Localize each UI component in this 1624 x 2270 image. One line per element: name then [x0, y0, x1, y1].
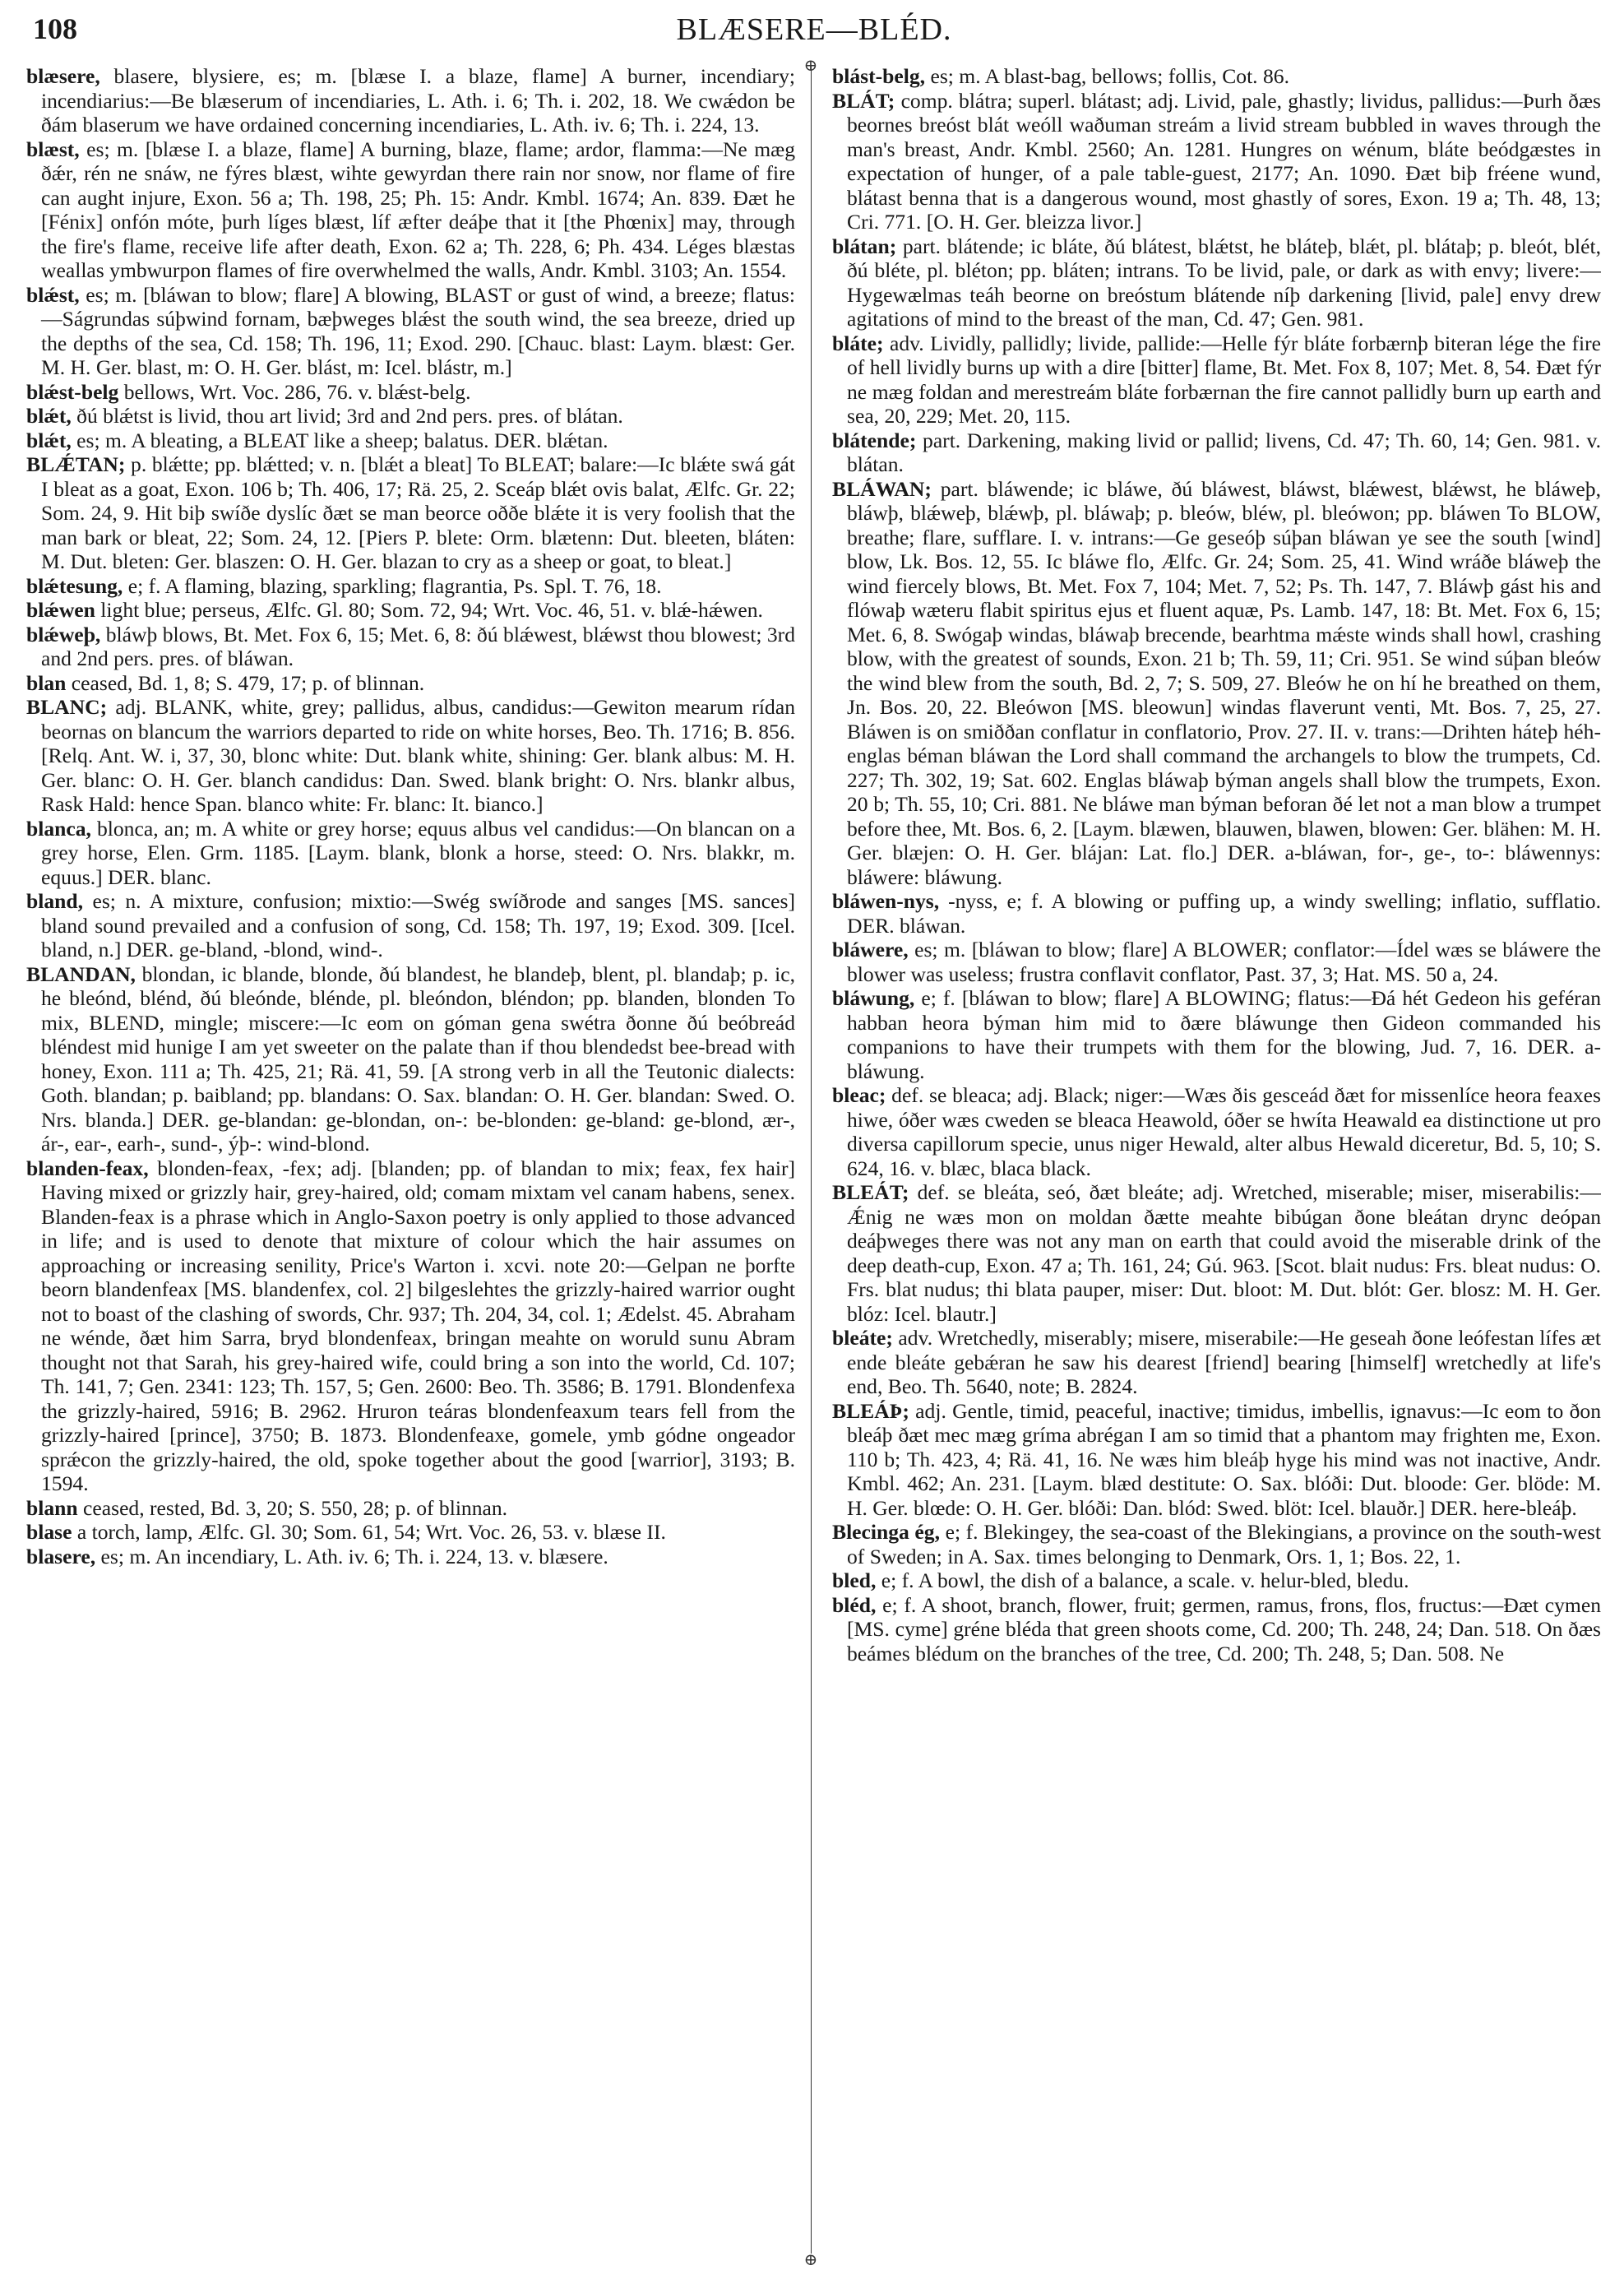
headword: blæst,	[26, 137, 80, 161]
page-header	[33, 7, 1595, 48]
definition-text: comp. blátra; superl. blátast; adj. Livid, pale, ghastly; lividus, pallidus:—Þurh ðæs beornes breóst blát weóll waðuman streám a livid stream bubbled in waves through the man's breast, Andr. Kmbl. 2560; An. 1281. Hungres on wénum, bláte beódgæstes in expectation of hunger, of a pale table-guest, 2177; An. 1090. Ðæt biþ fréene wund, blátast benna that is a dangerous wound, most ghastly of sores, Exon. 19 a; Th. 48, 13; Cri. 771. [O. H. Ger. bleizza livor.]	[847, 88, 1601, 234]
headword: bléd,	[832, 1592, 877, 1617]
definition-text: e; f. A bowl, the dish of a balance, a scale. v. helur-bled, bledu.	[876, 1568, 1409, 1592]
definition-text: e; f. A flaming, blazing, sparkling; flagrantia, Ps. Spl. T. 76, 18.	[123, 573, 662, 598]
definition-text: def. se bleaca; adj. Black; niger:—Wæs ðis gesceád ðæt for missenlíce heora feaxes hiwe, óðer wæs cweden se bleaca Heawold, óðer se hwíta Heawald ea distinctione ut pro diversa capillorum specie, unus niger Hewald, alter albus Hewald diceretur, Bd. 5, 10; S. 624, 16. v. blæc, blaca black.	[847, 1083, 1601, 1180]
definition-text: adv. Wretchedly, miserably; misere, miserabile:—He geseah ðone leófestan lífes æt ende bleáte gebǽran he saw his dearest [friend] bearing [himself] wretchedly at life's end, Beo. Th. 5640, note; B. 2824.	[847, 1326, 1601, 1398]
dictionary-entry	[832, 1568, 1601, 1593]
definition-text: blasere, blysiere, es; m. [blæse I. a blaze, flame] A burner, incendiary; incendiarius:—Be blæserum of incendiaries, L. Ath. i. 6; Th. i. 202, 18. We cwǽdon be ðám blaserum we have ordained concerning incendiaries, L. Ath. iv. 6; Th. i. 224, 13.	[41, 64, 795, 137]
definition-text: p. blǽtte; pp. blǽtted; v. n. [blǽt a bleat] To BLEAT; balare:—Ic blǽte swá gát I bleat as a goat, Exon. 106 b; Th. 406, 17; Rä. 25, 2. Sceáp blǽt ovis balat, Ælfc. Gr. 22; Som. 24, 9. Hit biþ swíðe dyslíc ðæt se man beorce oððe blǽte it is very foolish that the man bark or bleat, 22; Som. 24, 12. [Piers P. blete: Orm. blætenn: Dut. bleeten, bláten: M. Dut. bleten: Ger. blaszen: O. H. Ger. blazan to cry as a sheep or goat, to bleat.]	[41, 452, 795, 573]
definition-text: e; f. Blekingey, the sea-coast of the Blekingians, a province on the south-west of Sweden; in A. Sax. times belonging to Denmark, Ors. 1, 1; Bos. 22, 1.	[847, 1520, 1601, 1568]
dictionary-entry	[832, 1326, 1601, 1399]
running-title: BLÆSERE—BLÉD.	[676, 12, 952, 47]
headword: BLÁWAN;	[832, 476, 932, 501]
dictionary-entry	[26, 404, 795, 429]
headword: bláwen-nys,	[832, 889, 940, 913]
headword: BLANDAN,	[26, 961, 136, 986]
right-column	[832, 64, 1601, 2260]
dictionary-entry	[26, 429, 795, 453]
dictionary-entry	[26, 452, 795, 574]
headword: bleac;	[832, 1083, 886, 1107]
dictionary-entry	[26, 1520, 795, 1545]
dictionary-entry	[26, 671, 795, 696]
definition-text: light blue; perseus, Ælfc. Gl. 80; Som. 72, 94; Wrt. Voc. 46, 51. v. blǽ-hǽwen.	[95, 598, 763, 622]
definition-text: es; m. A bleating, a BLEAT like a sheep; balatus. DER. blǽtan.	[71, 428, 608, 452]
definition-text: es; m. A blast-bag, bellows; follis, Cot. 86.	[925, 64, 1289, 88]
headword: blǽst-belg	[26, 379, 119, 404]
definition-text: es; m. [bláwan to blow; flare] A blowing, BLAST or gust of wind, a breeze; flatus:—Ságrundas súþwind fornam, bæþweges blǽst the south wind, the sea breeze, dried up the depths of the sea, Cd. 158; Th. 196, 11; Exod. 290. [Chauc. blast: Laym. blæst: Ger. M. H. Ger. blast, m: O. H. Ger. blást, m: Icel. blástr, m.]	[41, 282, 795, 379]
definition-text: e; f. [bláwan to blow; flare] A BLOWING; flatus:—Ðá hét Gedeon his geféran habban heora býman him mid to ðære bláwunge then Gideon commanded his companions to have their trumpets with them for the blowing, Jud. 7, 16. DER. a-bláwung.	[847, 986, 1601, 1083]
ornament-bottom-icon: ⊕	[803, 2251, 818, 2269]
dictionary-entry	[832, 331, 1601, 429]
dictionary-entry	[832, 1083, 1601, 1180]
left-column	[26, 64, 795, 2260]
headword: blǽtesung,	[26, 573, 123, 598]
headword: blæsere,	[26, 64, 100, 88]
definition-text: ceased, rested, Bd. 3, 20; S. 550, 28; p. of blinnan.	[77, 1495, 508, 1520]
definition-text: bláwþ blows, Bt. Met. Fox 6, 15; Met. 6, 8: ðú blǽwest, blǽwst thou blowest; 3rd and 2nd pers. pres. of bláwan.	[41, 622, 795, 670]
dictionary-entry	[26, 889, 795, 962]
headword: blást-belg,	[832, 64, 926, 88]
headword: Blecinga ég,	[832, 1520, 940, 1544]
headword: blátende;	[832, 428, 917, 452]
definition-text: ðú blǽtst is livid, thou art livid; 3rd and 2nd pers. pres. of blátan.	[71, 404, 623, 428]
dictionary-entry	[832, 89, 1601, 234]
dictionary-entry	[26, 380, 795, 405]
definition-text: adj. BLANK, white, grey; pallidus, albus, candidus:—Gewiton mearum rídan beornas on blancum the warriors departed to ride on white horses, Beo. Th. 1716; B. 856. [Relq. Ant. W. i, 37, 30, blonc white: Dut. blank white, shining: Ger. blank albus: M. H. Ger. blanc: O. H. Ger. blanch candidus: Dan. Swed. blank bright: O. Nrs. blankr albus, Rask Hald: hence Span. blanco white: Fr. blanc: It. bianco.]	[41, 695, 795, 816]
definition-text: blonca, an; m. A white or grey horse; equus albus vel candidus:—On blancan on a grey horse, Elen. Grm. 1185. [Laym. blank, blonk a horse, steed: O. Nrs. blakkr, m. equus.] DER. blanc.	[41, 816, 795, 889]
headword: blǽt,	[26, 428, 72, 452]
headword: blǽst,	[26, 282, 80, 307]
headword: BLEÁÞ;	[832, 1398, 909, 1423]
dictionary-entry	[832, 938, 1601, 986]
definition-text: e; f. A shoot, branch, flower, fruit; germen, ramus, frons, flos, fructus:—Ðæt cymen [MS. cyme] gréne bléda that green shoots come, Cd. 200; Th. 248, 24; Dan. 518. On ðæs beámes blédum on the branches of the tree, Cd. 200; Th. 248, 5; Dan. 508. Ne	[847, 1592, 1601, 1665]
headword: blanden-feax,	[26, 1156, 149, 1180]
definition-text: bellows, Wrt. Voc. 286, 76. v. blǽst-belg.	[118, 379, 471, 404]
headword: bláwere,	[832, 938, 909, 961]
page-number: 108	[33, 12, 77, 45]
dictionary-entry	[832, 1399, 1601, 1521]
dictionary-entry	[26, 137, 795, 283]
dictionary-entry	[26, 695, 795, 817]
dictionary-entry	[26, 962, 795, 1156]
dictionary-entry	[832, 234, 1601, 331]
ornament-top-icon: ⊕	[803, 57, 818, 75]
dictionary-entry	[832, 1520, 1601, 1568]
headword: blann	[26, 1495, 78, 1520]
dictionary-entry	[26, 1496, 795, 1521]
definition-text: es; n. A mixture, confusion; mixtio:—Swég swíðrode and sanges [MS. sances] bland sound prevailed and a confusion of song, Cd. 158; Th. 197, 19; Exod. 309. [Icel. bland, n.] DER. ge-bland, -blond, wind-.	[41, 889, 795, 961]
definition-text: blonden-feax, -fex; adj. [blanden; pp. of blandan to mix; feax, fex hair] Having mixed or grizzly hair, grey-haired, old; comam mixtam vel canam habens, senex. Blanden-feax is a phrase which in Anglo-Saxon poetry is only applied to those advanced in life; and is used to denote that mixture of colour which the hair assumes on approaching or increasing senility, Price's Warton i. xcvi. note 20:—Gelpan ne þorfte beorn blandenfeax [MS. blandenfex, col. 2] bilgeslehtes the grizzly-haired warrior ought not to boast of the clashing of swords, Chr. 937; Th. 204, 34, col. 1; Ædelst. 45. Abraham ne wénde, ðæt him Sarra, bryd blondenfeax, bringan meahte on woruld sunu Abram thought not that Sarah, his grey-haired wife, could bring a son into the world, Cd. 107; Th. 141, 7; Gen. 2341: 123; Th. 157, 5; Gen. 2600: Beo. Th. 3586; B. 1791. Blondenfexa the grizzly-haired, 5916; B. 2962. Hruron teáras blondenfeaxum tears fell from the grizzly-haired [prince], 3750; B. 1873. Blondenfeaxe, gomele, ymb gódne ongeador sprǽcon the grizzly-haired, the old, spoke together about the good [warrior], 3193; B. 1594.	[41, 1156, 795, 1495]
headword: bled,	[832, 1568, 877, 1592]
dictionary-entry	[832, 429, 1601, 477]
headword: blasere,	[26, 1544, 96, 1568]
headword: blǽt,	[26, 404, 72, 428]
dictionary-entry	[26, 283, 795, 380]
headword: BLǼTAN;	[26, 452, 126, 476]
dictionary-entry	[832, 1593, 1601, 1666]
definition-text: part. Darkening, making livid or pallid; livens, Cd. 47; Th. 60, 14; Gen. 981. v. blátan.	[847, 428, 1601, 476]
definition-text: es; m. [blæse I. a blaze, flame] A burning, blaze, flame; ardor, flamma:—Ne mæg ðǽr, rén ne snáw, ne fýres blæst, wihte gewyrdan there rain nor snow, nor flame of fire can aught injure, Exon. 56 a; Th. 198, 25; Ph. 15: Andr. Kmbl. 1674; An. 839. Ðæt he [Fénix] onfón móte, þurh líges blæst, líf æfter deáþe that it [the Phœnix] may, through the fire's flame, receive life after death, Exon. 62 a; Th. 228, 6; Ph. 434. Léges blæstas weallas ymbwurpon flames of fire overwhelmed the walls, Andr. Kmbl. 3103; An. 1554.	[41, 137, 795, 282]
definition-text: blondan, ic blande, blonde, ðú blandest, he blandeþ, blent, pl. blandaþ; p. ic, he bleónd, blénd, ðú bleónde, blénde, pl. bleóndon, bléndon; pp. blanden, blonden To mix, BLEND, mingle; miscere:—Ic eom on góman gena swétra ðonne ðú beóbreád bléndest mid hunige I am yet sweeter on the palate than if thou blendedst bee-bread with honey, Exon. 111 a; Th. 425, 21; Rä. 41, 59. [A strong verb in all the Teutonic dialects: Goth. blandan; p. baibland; pp. blandans: O. Sax. blandan: O. H. Ger. blandan: Swed. O. Nrs. blanda.] DER. ge-blandan: ge-blondan, on-: be-blonden: ge-bland: ge-blond, ær-, ár-, ear-, earh-, sund-, ýþ-: wind-blond.	[41, 961, 795, 1156]
definition-text: es; m. [bláwan to blow; flare] A BLOWER; conflator:—Ídel wæs se bláwere the blower was useless; frustra conflavit conflator, Past. 37, 3; Hat. MS. 50 a, 24.	[847, 938, 1601, 986]
headword: blǽweþ,	[26, 622, 101, 646]
dictionary-entry	[832, 1180, 1601, 1326]
dictionary-entry	[26, 1545, 795, 1569]
definition-text: adj. Gentle, timid, peaceful, inactive; timidus, imbellis, ignavus:—Ic eom to ðon bleáþ ðæt mec mæg gríma abrégan I am so timid that a phantom may frighten me, Exon. 110 b; Th. 423, 4; Rä. 41, 16. Ne wæs him bleáþ hyge his mind was not inactive, Andr. Kmbl. 462; An. 231. [Laym. blæd destitute: O. Sax. blóði: Dut. bloode: Ger. blöde: M. H. Ger. blœde: O. H. Ger. blóði: Dan. blód: Swed. blöt: Icel. blauðr.] DER. here-bleáþ.	[847, 1398, 1601, 1520]
definition-text: part. bláwende; ic bláwe, ðú bláwest, bláwst, blǽwest, blǽwst, he bláweþ, bláwþ, blǽweþ, blǽwþ, pl. bláwaþ; p. bleów, bléw, pl. bleówon; pp. bláwen To BLOW, breathe; flare, sufflare. I. v. intrans:—Ge geseóþ súþan bláwan ye see the south [wind] blow, Lk. Bos. 12, 55. Ic bláwe flo, Ælfc. Gr. 24; Som. 25, 41. Wind wráðe bláweþ the wind fiercely blows, Bt. Met. Fox 7, 104; Met. 7, 52; Ps. Th. 147, 7. Bláwþ gást his and flówaþ wæteru flabit spiritus ejus et fluent aquæ, Ps. Lamb. 147, 18: Bt. Met. Fox 6, 15; Met. 6, 8. Swógaþ windas, bláwaþ brecende, bearhtma mǽste winds shall howl, crashing blow, with the greatest of sounds, Exon. 21 b; Th. 59, 11; Cri. 951. Se wind súþan bleów the wind blew from the south, Bd. 2, 7; S. 509, 27. Bleów he on hí he breathed on them, Jn. Bos. 20, 22. Bleówon [MS. bleowun] windas flaverunt venti, Mt. Bos. 7, 25, 27. Bláwen is on smiððan conflatur in conflatorio, Prov. 27. II. v. trans:—Drihten háteþ héh-englas béman bláwan the Lord shall command the archangels to blow the trumpets, Cd. 227; Th. 302, 19; Sat. 602. Englas bláwaþ býman angels shall blow the trumpets, Exon. 20 b; Th. 55, 10; Cri. 881. Ne bláwe man býman beforan ðé let not a man blow a trumpet before thee, Mt. Bos. 6, 2. [Laym. blæwen, blauwen, blawen, blowen: Ger. blähen: M. H. Ger. blæjen: O. H. Ger. blájan: Lat. flo.] DER. a-bláwan, for-, ge-, to-: bláwennys: bláwere: bláwung.	[847, 476, 1601, 889]
headword: bleáte;	[832, 1326, 893, 1350]
headword: bláte;	[832, 331, 884, 355]
dictionary-entry	[832, 64, 1601, 89]
definition-text: ceased, Bd. 1, 8; S. 479, 17; p. of blinnan.	[66, 670, 425, 695]
dictionary-entry	[832, 477, 1601, 890]
headword: bláwung,	[832, 986, 915, 1010]
dictionary-entry	[832, 889, 1601, 938]
headword: blase	[26, 1520, 72, 1544]
headword: blátan;	[832, 234, 897, 258]
headword: BLANC;	[26, 695, 108, 719]
headword: blanca,	[26, 816, 91, 841]
dictionary-entry	[26, 817, 795, 890]
definition-text: a torch, lamp, Ælfc. Gl. 30; Som. 61, 54; Wrt. Voc. 26, 53. v. blæse II.	[72, 1520, 666, 1544]
definition-text: part. blátende; ic bláte, ðú blátest, blǽtst, he bláteþ, blǽt, pl. blátaþ; p. bleót, blét, ðú bléte, pl. bléton; pp. bláten; intrans. To be livid, pale, or dark as with envy; livere:—Hygewælmas teáh beorne on breóstum blátende níþ darkening [livid, pale] envy drew agitations of mind to the breast of the man, Cd. 47; Gen. 981.	[847, 234, 1601, 331]
headword: bland,	[26, 889, 84, 913]
definition-text: def. se bleáta, seó, ðæt bleáte; adj. Wretched, miserable; miser, miserabilis:—Ǽnig ne wæs mon on moldan ðætte meahte bibúgan ðone bleátan drync deópan deáþweges there was not any man on earth that could avoid the miserable drink of the deep death-cup, Exon. 47 a; Th. 161, 24; Gú. 963. [Scot. blait nudus: Frs. bleat nudus: O. Frs. blat nudus; thi blata pauper, miser: Dut. bloot: M. Dut. blót: Ger. blosz: M. H. Ger. blóz: Icel. blautr.]	[847, 1180, 1601, 1326]
headword: BLÁT;	[832, 88, 895, 113]
headword: blǽwen	[26, 598, 95, 622]
dictionary-entry	[26, 1156, 795, 1496]
dictionary-entry	[26, 598, 795, 623]
headword: BLEÁT;	[832, 1180, 909, 1204]
dictionary-entry	[26, 623, 795, 671]
dictionary-entry	[26, 574, 795, 599]
definition-text: -nyss, e; f. A blowing or puffing up, a windy swelling; inflatio, sufflatio. DER. bláwan.	[847, 889, 1601, 938]
headword: blan	[26, 670, 67, 695]
dictionary-entry	[832, 986, 1601, 1083]
column-divider	[811, 66, 812, 2254]
definition-text: adv. Lividly, pallidly; livide, pallide:—Helle fýr bláte forbærnþ biteran lége the fire of hell lividly burns up with a dire [bitter] flame, Bt. Met. Fox 8, 107; Met. 8, 54. Ðæt fýr ne mæg foldan and merestreám bláte forbærnan the fire cannot pallidly burn up earth and sea, 20, 229; Met. 20, 115.	[847, 331, 1601, 428]
definition-text: es; m. An incendiary, L. Ath. iv. 6; Th. i. 224, 13. v. blæsere.	[95, 1544, 608, 1568]
dictionary-entry	[26, 64, 795, 137]
